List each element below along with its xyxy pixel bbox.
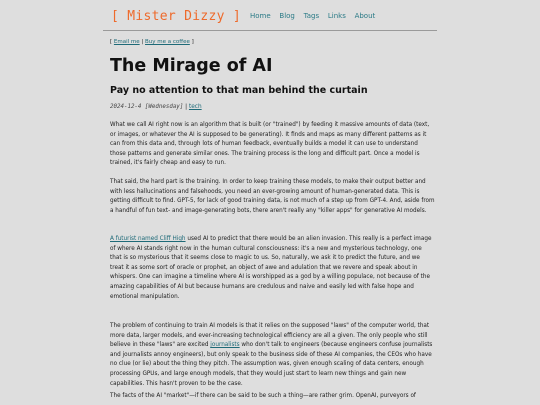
tag-link-tech[interactable]: tech [188, 104, 202, 110]
paragraph-2: That said, the hard part is the training. In order to keep training these models, to make their output better and with less hallucinations and falsehoods, you need an ever-growing amount of human-generated data. This is getting difficult to find. GPT-5, for lack of good training data, is not much of a step up from GPT-4. And, aside from a handful of fun text- and image-generating bots, there aren't really any "killer apps" for generative AI models. [110, 179, 435, 214]
paragraph-3-text: used AI to predict that there would be an alien invasion. This really is a perfect image of where AI stands right now in the human cultural consciousness: it's a new and mysterious technology, one that is so mysterious that it seems close to magic to us. So, naturally, we ask it to predict the future, and we treat it as some sort of oracle or prophet, an object of awe and adulation that we revere and speak about in whispers. One can imagine a timeline where AI is worshipped as a god by a willing populace, not because of the amazing capabilities of AI but because humans are credulous and naive and easily led with false hope and emotional manipulation. [110, 236, 432, 300]
nav-home[interactable]: Home [250, 12, 271, 20]
support-separator: | [141, 39, 146, 45]
nav-tags[interactable]: Tags [303, 12, 320, 20]
support-open-bracket: [ [110, 39, 114, 45]
paragraph-4-text-a: The problem of continuing to train AI models is that it relies on the supposed "laws" of the computer world, that more data, larger models, and ever-increasing technological efficiency are all a given. The only people who still believe in these "laws" are excited [110, 323, 430, 349]
paragraph-4 [110, 322, 435, 389]
site-brand[interactable]: [ Mister Dizzy ] [111, 9, 242, 24]
email-link[interactable]: Email me [113, 39, 140, 45]
cliff-high-link[interactable]: A futurist named Cliff High [110, 236, 186, 242]
nav-blog[interactable]: Blog [279, 12, 295, 20]
paragraph-1: What we call AI right now is an algorithm that is built (or "trained") by feeding it massive amounts of data (text, or images, or whatever the AI is supposed to be generating). It finds and maps as many different patterns as it can from this data and, through lots of human feedback, eventually builds a model it can use to understand those patterns and generate similar ones. The training process is the long and difficult part. Once a model is trained, it's fairly cheap and easy to run. [110, 122, 430, 167]
paragraph-5: The facts of the AI "market"—if there can be said to be such a thing—are rather grim. OpenAI, purveyors of [110, 393, 416, 399]
support-links [110, 39, 194, 45]
main-nav [250, 12, 382, 20]
support-close-bracket: ] [191, 39, 194, 45]
paragraph-3 [110, 235, 435, 302]
post-subtitle: Pay no attention to that man behind the curtain [110, 85, 368, 96]
post-date: 2024-12-4 [Wednesday] [110, 104, 184, 110]
meta-separator: | [185, 104, 189, 110]
coffee-link[interactable]: Buy me a coffee [145, 39, 190, 45]
journalists-link[interactable]: journalists [210, 342, 240, 349]
post-title: The Mirage of AI [110, 56, 273, 76]
nav-links[interactable]: Links [327, 12, 346, 20]
post-meta [110, 104, 202, 110]
paragraph-4-text-b: who don't talk to engineers (because engineers confuse journalists and journalists annoy engineers), but only speak to the business side of these AI companies, the CEOs who have no clue (or lie) about the thing they pitch. The assumption was, given enough scaling of data centers, enough processing GPUs, and large enough models, that they would just start to learn new things and gain new capabilities. This hasn't proven to be the case. [110, 342, 433, 387]
nav-about[interactable]: About [354, 12, 376, 20]
site-header [103, 0, 437, 31]
